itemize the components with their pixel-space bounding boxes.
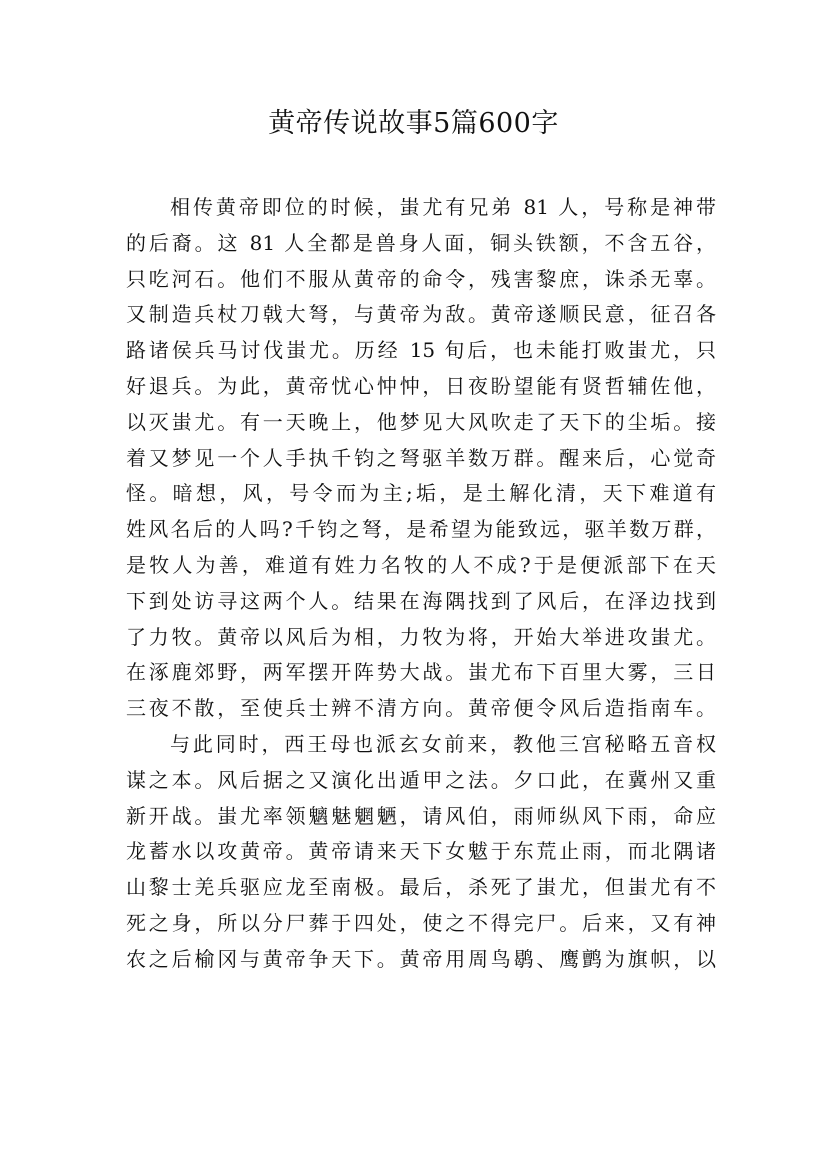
text-line: 姓风名后的人吗?千钧之弩，是希望为能致远，驱羊数万群， <box>126 517 716 542</box>
text-line: 龙蓄水以攻黄帝。黄帝请来天下女魃于东荒止雨，而北隅诸 <box>126 839 716 864</box>
text-line: 只吃河石。他们不服从黄帝的命令，残害黎庶，诛杀无辜。 <box>126 266 716 291</box>
text-line: 着又梦见一个人手执千钧之弩驱羊数万群。醒来后，心觉奇 <box>126 445 716 470</box>
text-line: 农之后榆冈与黄帝争天下。黄帝用周鸟鹖、鹰鹯为旗帜，以 <box>126 946 716 971</box>
text-line: 新开战。蚩尤率领魑魅魍魉，请风伯，雨师纵风下雨，命应 <box>126 803 716 828</box>
text-line: 山黎士羌兵驱应龙至南极。最后，杀死了蚩尤，但蚩尤有不 <box>126 875 716 900</box>
text-line: 下到处访寻这两个人。结果在海隅找到了风后，在泽边找到 <box>126 588 716 613</box>
text-line: 相传黄帝即位的时候，蚩尤有兄弟 81 人，号称是神带 <box>170 195 716 219</box>
text-line: 怪。暗想，风，号令而为主;垢，是土解化清，天下难道有 <box>126 481 716 506</box>
text-line: 在涿鹿郊野，两军摆开阵势大战。蚩尤布下百里大雾，三日 <box>126 660 716 685</box>
text-line: 三夜不散，至使兵士辨不清方向。黄帝便令风后造指南车。 <box>126 696 716 721</box>
text-line: 以灭蚩尤。有一天晚上，他梦见大风吹走了天下的尘垢。接 <box>126 409 716 434</box>
text-line: 死之身，所以分尸葬于四处，使之不得完尸。后来，又有神 <box>126 910 716 935</box>
text-line: 是牧人为善，难道有姓力名牧的人不成?于是便派部下在天 <box>126 552 716 577</box>
text-line: 了力牧。黄帝以风后为相，力牧为将，开始大举进攻蚩尤。 <box>126 624 716 649</box>
text-line: 好退兵。为此，黄帝忧心忡忡，日夜盼望能有贤哲辅佐他， <box>126 373 716 398</box>
text-line: 谋之本。风后据之又演化出遁甲之法。夕口此，在冀州又重 <box>126 767 716 792</box>
text-line: 路诸侯兵马讨伐蚩尤。历经 15 旬后，也未能打败蚩尤，只 <box>126 338 716 363</box>
document-title: 黄帝传说故事5篇600字 <box>268 108 559 139</box>
text-line: 的后裔。这 81 人全都是兽身人面，铜头铁额，不含五谷， <box>126 230 716 255</box>
body-text <box>126 190 716 978</box>
text-line: 又制造兵杖刀戟大弩，与黄帝为敌。黄帝遂顺民意，征召各 <box>126 302 716 327</box>
text-line: 与此同时，西王母也派玄女前来，教他三宫秘略五音权 <box>170 731 716 756</box>
